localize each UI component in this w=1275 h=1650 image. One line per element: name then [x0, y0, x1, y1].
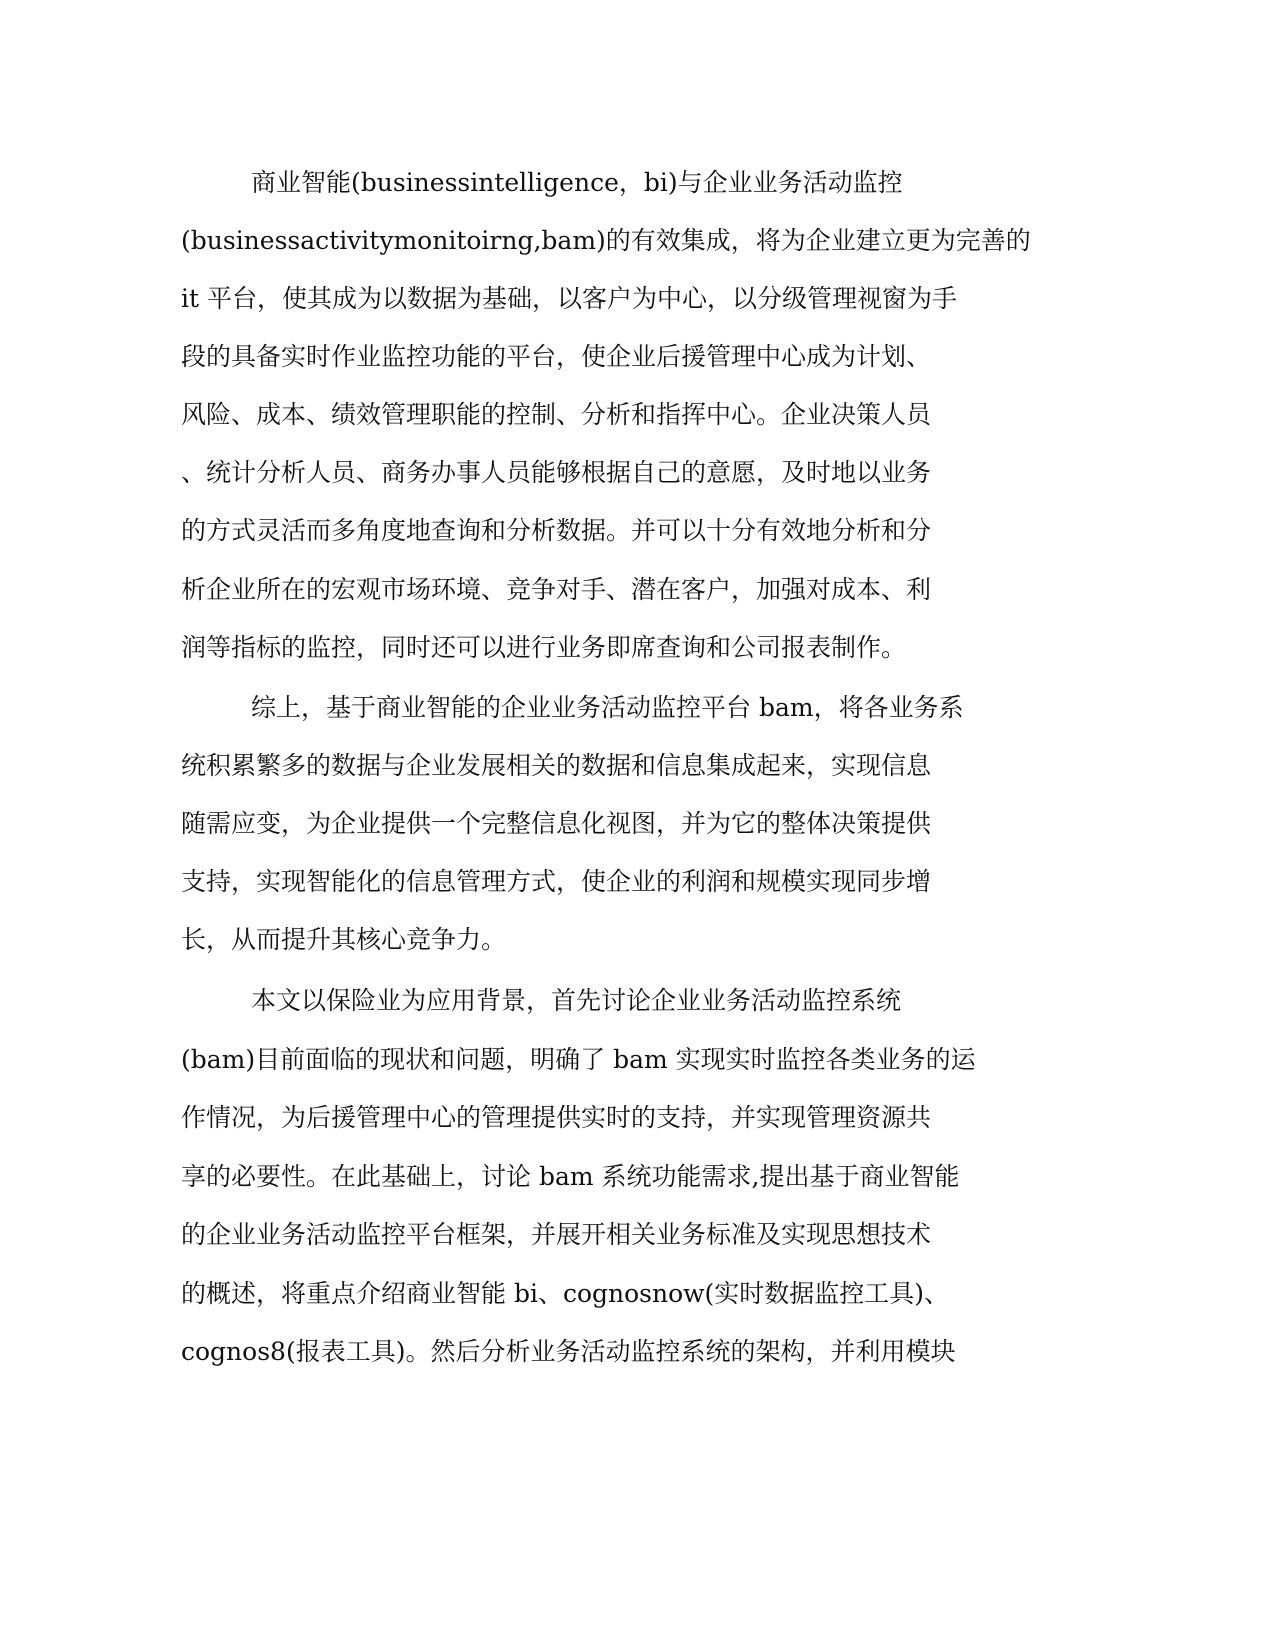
text-line: 段的具备实时作业监控功能的平台，使企业后援管理中心成为计划、 [181, 342, 932, 371]
text-line: 支持，实现智能化的信息管理方式，使企业的利润和规模实现同步增 [181, 867, 932, 896]
text-line: 析企业所在的宏观市场环境、竞争对手、潜在客户，加强对成本、利 [181, 575, 932, 604]
text-line: 综上，基于商业智能的企业业务活动监控平台 bam，将各业务系 [251, 693, 964, 722]
text-line: 本文以保险业为应用背景，首先讨论企业业务活动监控系统 [251, 986, 902, 1015]
text-line: 的企业业务活动监控平台框架，并展开相关业务标准及实现思想技术 [181, 1220, 932, 1249]
text-line: 的概述，将重点介绍商业智能 bi、cognosnow(实时数据监控工具)、 [181, 1279, 950, 1308]
text-line: 风险、成本、绩效管理职能的控制、分析和指挥中心。企业决策人员 [181, 400, 932, 429]
text-line: 统积累繁多的数据与企业发展相关的数据和信息集成起来，实现信息 [181, 751, 932, 780]
text-line: (bam)目前面临的现状和问题，明确了 bam 实现实时监控各类业务的运 [181, 1045, 976, 1074]
text-line: 作情况，为后援管理中心的管理提供实时的支持，并实现管理资源共 [181, 1103, 932, 1132]
text-line: 随需应变，为企业提供一个完整信息化视图，并为它的整体决策提供 [181, 809, 932, 838]
text-line: cognos8(报表工具)。然后分析业务活动监控系统的架构，并利用模块 [181, 1337, 956, 1366]
text-line: 长，从而提升其核心竞争力。 [181, 925, 507, 954]
text-line: 的方式灵活而多角度地查询和分析数据。并可以十分有效地分析和分 [181, 516, 932, 545]
text-line: 润等指标的监控，同时还可以进行业务即席查询和公司报表制作。 [181, 633, 907, 662]
text-line: it 平台，使其成为以数据为基础，以客户为中心，以分级管理视窗为手 [181, 284, 957, 313]
text-line: (businessactivitymonitoirng,bam)的有效集成，将为企业建立更为完善的 [181, 226, 1031, 255]
text-line: 、统计分析人员、商务办事人员能够根据自己的意愿，及时地以业务 [181, 458, 932, 487]
text-line: 商业智能(businessintelligence，bi)与企业业务活动监控 [251, 168, 903, 197]
text-line: 享的必要性。在此基础上，讨论 bam 系统功能需求,提出基于商业智能 [181, 1162, 960, 1191]
